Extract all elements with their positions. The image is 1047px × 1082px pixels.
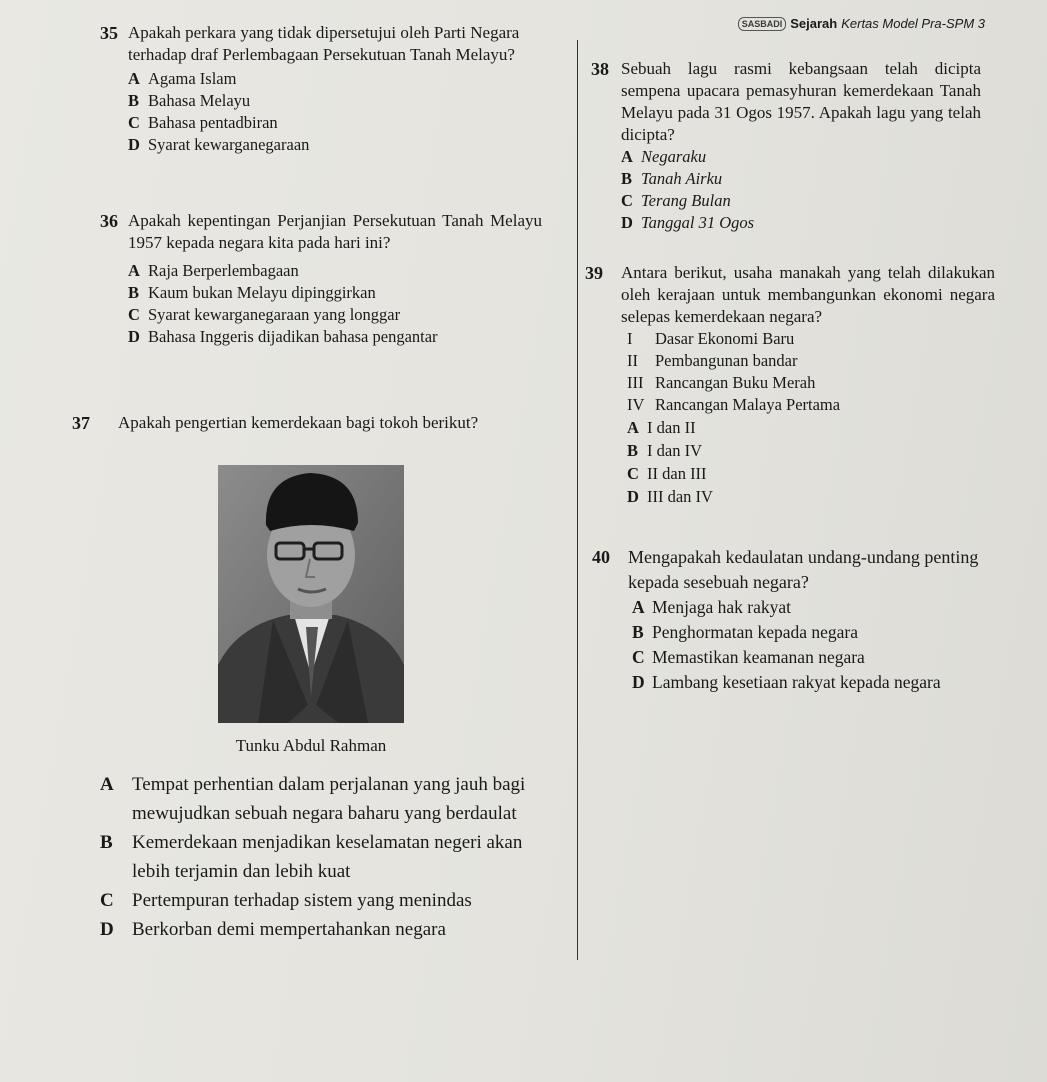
question-35 — [100, 22, 550, 156]
statement-ii: II Pembangunan bandar — [627, 351, 798, 370]
option-list — [100, 260, 542, 348]
question-stem: Mengapakah kedaulatan undang-undang penting kepada sesebuah negara? — [628, 547, 979, 592]
statement-i: I Dasar Ekonomi Baru — [627, 329, 795, 348]
statement-iv: IV Rancangan Malaya Pertama — [627, 395, 841, 414]
option-c[interactable]: C Bahasa pentadbiran — [128, 113, 278, 132]
question-38 — [591, 58, 981, 234]
statement-list — [585, 328, 995, 416]
subject-title: Sejarah — [790, 16, 838, 31]
option-d[interactable]: D Bahasa Inggeris dijadikan bahasa pengantar — [128, 327, 438, 346]
option-b[interactable]: B Kemerdekaan menjadikan keselamatan negeri akan lebih terjamin dan lebih kuat — [100, 832, 523, 882]
option-b[interactable]: B Penghormatan kepada negara — [632, 622, 859, 642]
publisher-logo: SASBADI — [738, 17, 787, 31]
portrait-illustration — [218, 465, 404, 723]
option-a[interactable]: A Negaraku — [621, 147, 707, 166]
option-c[interactable]: C Memastikan keamanan negara — [632, 647, 865, 667]
option-c[interactable]: C II dan III — [627, 464, 707, 483]
page-header — [738, 16, 985, 31]
option-c[interactable]: C Terang Bulan — [621, 191, 731, 210]
photo-caption: Tunku Abdul Rahman — [235, 736, 387, 755]
portrait-photo — [218, 465, 404, 723]
question-number: 35 — [100, 23, 118, 43]
option-list — [591, 146, 981, 234]
option-a[interactable]: A Menjaga hak rakyat — [632, 597, 791, 617]
option-b[interactable]: B Kaum bukan Melayu dipinggirkan — [128, 283, 376, 302]
option-d[interactable]: D Tanggal 31 Ogos — [621, 213, 755, 232]
question-number: 38 — [591, 59, 609, 79]
option-d[interactable]: D Syarat kewarganegaraan — [128, 135, 310, 154]
question-stem: Apakah perkara yang tidak dipersetujui oleh Parti Negara terhadap draf Perlembagaan Persekutuan Tanah Melayu? — [128, 23, 520, 64]
question-40 — [592, 545, 1032, 695]
question-stem: Apakah kepentingan Perjanjian Persekutuan Tanah Melayu 1957 kepada negara kita pada hari ini? — [128, 211, 542, 252]
option-c[interactable]: C Pertempuran terhadap sistem yang menindas — [100, 890, 472, 911]
option-d[interactable]: D III dan IV — [627, 487, 713, 506]
option-d[interactable]: D Berkorban demi mempertahankan negara — [100, 919, 446, 940]
option-b[interactable]: B I dan IV — [627, 441, 702, 460]
option-c[interactable]: C Syarat kewarganegaraan yang longgar — [128, 305, 401, 324]
option-a[interactable]: A I dan II — [627, 418, 696, 437]
question-number: 36 — [100, 211, 118, 231]
question-37 — [72, 412, 542, 434]
question-number: 39 — [585, 263, 603, 283]
question-37-options — [100, 770, 560, 944]
question-number: 37 — [72, 413, 90, 433]
option-a[interactable]: A Tempat perhentian dalam perjalanan yang jauh bagi mewujudkan sebuah negara baharu yang berdaulat — [100, 774, 526, 824]
option-list — [592, 595, 1032, 695]
question-stem: Apakah pengertian kemerdekaan bagi tokoh berikut? — [118, 413, 479, 432]
question-stem: Sebuah lagu rasmi kebangsaan telah dicipta sempena upacara pemasyhuran kemerdekaan Tanah Melayu pada 31 Ogos 1957. Apakah lagu yang telah dicipta? — [621, 59, 981, 144]
question-number: 40 — [592, 547, 610, 567]
option-a[interactable]: A Raja Berperlembagaan — [128, 261, 299, 280]
option-d[interactable]: D Lambang kesetiaan rakyat kepada negara — [632, 672, 941, 692]
question-39 — [585, 262, 995, 508]
question-stem: Antara berikut, usaha manakah yang telah dilakukan oleh kerajaan untuk membangunkan ekonomi negara selepas kemerdekaan negara? — [621, 263, 995, 326]
option-a[interactable]: A Agama Islam — [128, 69, 237, 88]
option-list — [100, 68, 550, 156]
column-divider — [577, 40, 578, 960]
option-b[interactable]: B Bahasa Melayu — [128, 91, 251, 110]
question-36 — [100, 210, 542, 348]
option-list — [585, 416, 995, 508]
paper-subtitle: Kertas Model Pra-SPM 3 — [841, 16, 985, 31]
option-b[interactable]: B Tanah Airku — [621, 169, 723, 188]
statement-iii: III Rancangan Buku Merah — [627, 373, 816, 392]
